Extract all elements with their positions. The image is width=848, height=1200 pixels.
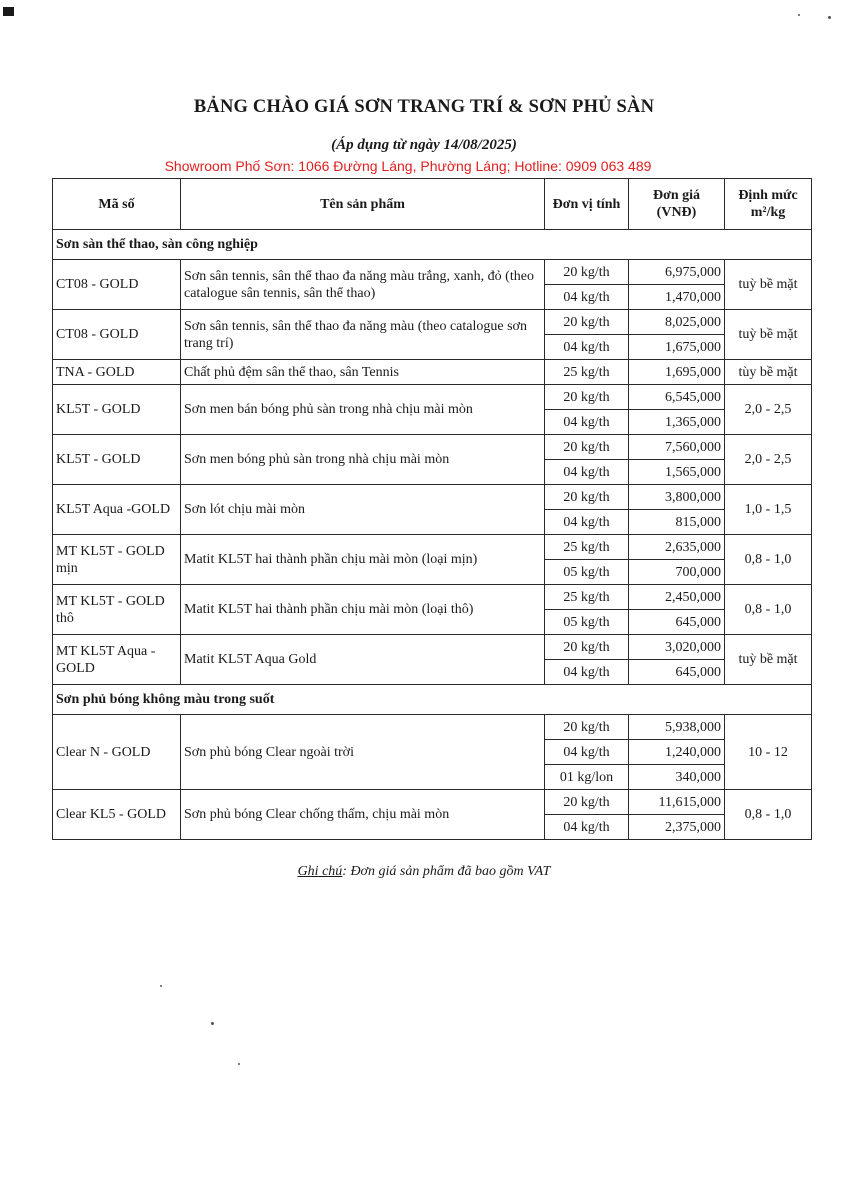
table-row: [53, 790, 812, 815]
section-title: Sơn sàn thể thao, sàn công nghiệp: [53, 230, 812, 260]
effective-date: (Áp dụng từ ngày 14/08/2025): [331, 137, 517, 153]
price-cell: 7,560,000: [629, 435, 725, 460]
price-cell: 1,470,000: [629, 285, 725, 310]
price-cell: 1,240,000: [629, 740, 725, 765]
table-header-row: [53, 179, 812, 230]
product-code: MT KL5T - GOLD thô: [53, 585, 181, 635]
price-cell: 645,000: [629, 610, 725, 635]
header-norm-line2: m²/kg: [750, 205, 786, 220]
coverage-norm: tuỳ bề mặt: [725, 635, 812, 685]
unit-cell: 01 kg/lon: [545, 765, 629, 790]
unit-cell: 04 kg/th: [545, 460, 629, 485]
price-cell: 340,000: [629, 765, 725, 790]
unit-cell: 20 kg/th: [545, 260, 629, 285]
product-name: Sơn men bán bóng phủ sàn trong nhà chịu mài mòn: [181, 385, 545, 435]
price-cell: 3,020,000: [629, 635, 725, 660]
product-name: Matit KL5T Aqua Gold: [181, 635, 545, 685]
section-row: [53, 230, 812, 260]
price-cell: 11,615,000: [629, 790, 725, 815]
scan-speck: [238, 1063, 240, 1065]
page-title: BẢNG CHÀO GIÁ SƠN TRANG TRÍ & SƠN PHỦ SÀN: [193, 97, 655, 117]
table-row: [53, 715, 812, 740]
product-code: CT08 - GOLD: [53, 260, 181, 310]
product-code: CT08 - GOLD: [53, 310, 181, 360]
unit-cell: 20 kg/th: [545, 310, 629, 335]
product-name: Sơn lót chịu mài mòn: [181, 485, 545, 535]
header-price-line1: Đơn giá: [652, 188, 701, 203]
header-norm-line1: Định mức: [738, 188, 798, 203]
price-cell: 1,565,000: [629, 460, 725, 485]
product-code: Clear KL5 - GOLD: [53, 790, 181, 840]
header-code: Mã số: [53, 179, 181, 230]
section-title: Sơn phủ bóng không màu trong suốt: [53, 685, 812, 715]
header-name: Tên sản phẩm: [181, 179, 545, 230]
unit-cell: 20 kg/th: [545, 435, 629, 460]
product-code: KL5T Aqua -GOLD: [53, 485, 181, 535]
unit-cell: 20 kg/th: [545, 485, 629, 510]
unit-cell: 25 kg/th: [545, 360, 629, 385]
price-cell: 815,000: [629, 510, 725, 535]
table-row: [53, 385, 812, 410]
table-row: [53, 535, 812, 560]
unit-cell: 04 kg/th: [545, 660, 629, 685]
unit-cell: 05 kg/th: [545, 610, 629, 635]
scan-speck: [211, 1022, 214, 1025]
coverage-norm: 0,8 - 1,0: [725, 535, 812, 585]
price-table-body: [53, 230, 812, 840]
coverage-norm: tùy bề mặt: [725, 360, 812, 385]
product-name: Sơn phủ bóng Clear chống thấm, chịu mài mòn: [181, 790, 545, 840]
table-row: [53, 585, 812, 610]
table-row: [53, 435, 812, 460]
price-cell: 645,000: [629, 660, 725, 685]
unit-cell: 20 kg/th: [545, 385, 629, 410]
coverage-norm: 10 - 12: [725, 715, 812, 790]
price-cell: 3,800,000: [629, 485, 725, 510]
price-cell: 5,938,000: [629, 715, 725, 740]
unit-cell: 20 kg/th: [545, 715, 629, 740]
product-code: MT KL5T Aqua - GOLD: [53, 635, 181, 685]
price-cell: 1,675,000: [629, 335, 725, 360]
product-code: KL5T - GOLD: [53, 385, 181, 435]
coverage-norm: 0,8 - 1,0: [725, 790, 812, 840]
coverage-norm: 1,0 - 1,5: [725, 485, 812, 535]
price-cell: 2,450,000: [629, 585, 725, 610]
price-cell: 6,975,000: [629, 260, 725, 285]
unit-cell: 04 kg/th: [545, 335, 629, 360]
unit-cell: 20 kg/th: [545, 790, 629, 815]
section-row: [53, 685, 812, 715]
product-name: Sơn men bóng phủ sàn trong nhà chịu mài mòn: [181, 435, 545, 485]
price-cell: 8,025,000: [629, 310, 725, 335]
product-code: TNA - GOLD: [53, 360, 181, 385]
price-cell: 1,695,000: [629, 360, 725, 385]
footnote-text: : Đơn giá sản phẩm đã bao gồm VAT: [342, 864, 551, 879]
header-price: [629, 179, 725, 230]
unit-cell: 04 kg/th: [545, 740, 629, 765]
coverage-norm: 2,0 - 2,5: [725, 385, 812, 435]
table-row: [53, 260, 812, 285]
footnote-label: Ghi chú: [297, 864, 343, 879]
header-price-line2: (VNĐ): [656, 205, 697, 220]
unit-cell: 04 kg/th: [545, 510, 629, 535]
unit-cell: 04 kg/th: [545, 285, 629, 310]
unit-cell: 05 kg/th: [545, 560, 629, 585]
unit-cell: 04 kg/th: [545, 815, 629, 840]
price-table: [52, 178, 812, 840]
product-name: Sơn sân tennis, sân thể thao đa năng màu (theo catalogue sơn trang trí): [181, 310, 545, 360]
product-name: Sơn phủ bóng Clear ngoài trời: [181, 715, 545, 790]
unit-cell: 25 kg/th: [545, 535, 629, 560]
coverage-norm: 0,8 - 1,0: [725, 585, 812, 635]
product-code: Clear N - GOLD: [53, 715, 181, 790]
price-cell: 700,000: [629, 560, 725, 585]
coverage-norm: tuỳ bề mặt: [725, 260, 812, 310]
showroom-info: Showroom Phố Sơn: 1066 Đường Láng, Phường Láng; Hotline: 0909 063 489: [164, 158, 652, 174]
price-cell: 1,365,000: [629, 410, 725, 435]
product-name: Chất phủ đệm sân thể thao, sân Tennis: [181, 360, 545, 385]
price-cell: 2,635,000: [629, 535, 725, 560]
product-name: Sơn sân tennis, sân thể thao đa năng màu trắng, xanh, đỏ (theo catalogue sân tennis, sân thể thao): [181, 260, 545, 310]
price-cell: 6,545,000: [629, 385, 725, 410]
unit-cell: 20 kg/th: [545, 635, 629, 660]
table-row: [53, 485, 812, 510]
coverage-norm: 2,0 - 2,5: [725, 435, 812, 485]
table-row: [53, 635, 812, 660]
scan-speck: [828, 16, 831, 19]
scan-corner-mark: [3, 7, 14, 16]
product-name: Matit KL5T hai thành phần chịu mài mòn (loại thô): [181, 585, 545, 635]
product-code: KL5T - GOLD: [53, 435, 181, 485]
header-norm: [725, 179, 812, 230]
price-cell: 2,375,000: [629, 815, 725, 840]
footnote: [0, 864, 848, 880]
header-unit: Đơn vị tính: [545, 179, 629, 230]
coverage-norm: tuỳ bề mặt: [725, 310, 812, 360]
unit-cell: 25 kg/th: [545, 585, 629, 610]
scan-speck: [160, 985, 162, 987]
table-row: [53, 360, 812, 385]
table-row: [53, 310, 812, 335]
product-name: Matit KL5T hai thành phần chịu mài mòn (loại mịn): [181, 535, 545, 585]
unit-cell: 04 kg/th: [545, 410, 629, 435]
scan-speck: [798, 14, 800, 16]
product-code: MT KL5T - GOLD mịn: [53, 535, 181, 585]
